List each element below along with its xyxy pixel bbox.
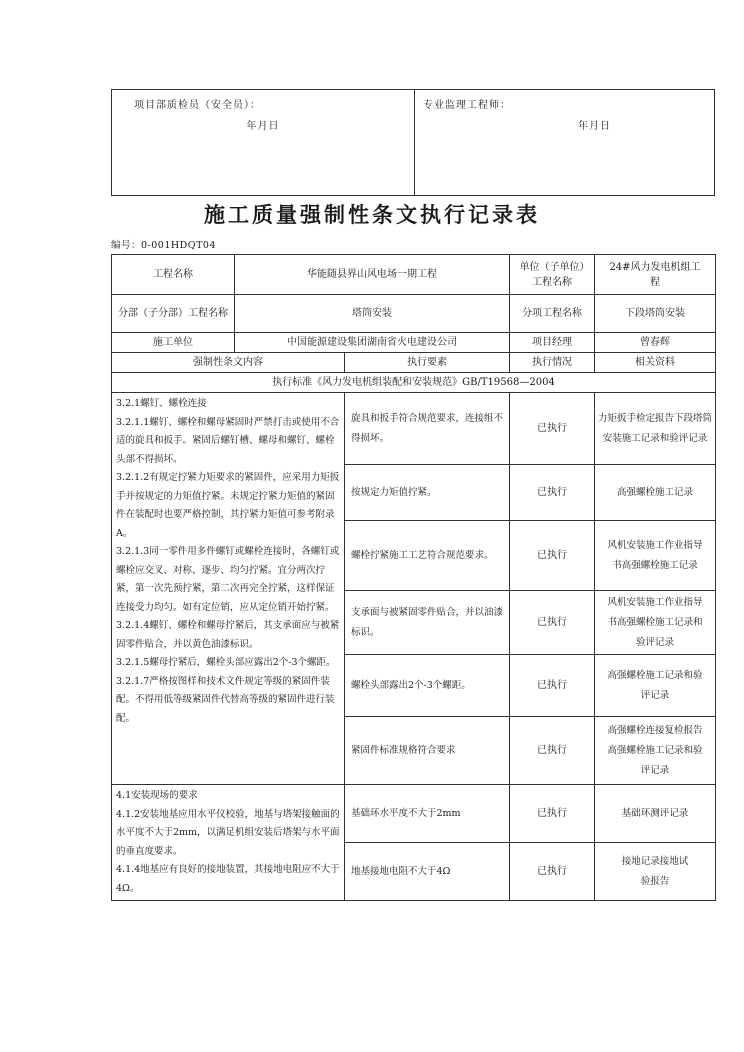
status-cell: 已执行 <box>510 521 595 591</box>
manager-value: 曾春辉 <box>595 333 716 353</box>
status-cell: 已执行 <box>510 393 595 465</box>
reference-cell: 基础环测评记录 <box>595 785 716 843</box>
clause-text: 4.1安装现场的要求 <box>116 790 198 801</box>
project-name-value: 华能随县界山风电场一期工程 <box>235 255 510 295</box>
reference-cell: 高强螺栓连接复检报告高强螺栓施工记录和验评记录 <box>595 717 716 785</box>
status-cell: 已执行 <box>510 591 595 655</box>
requirement-cell: 地基接地电阻不大于4Ω <box>345 843 510 901</box>
reference-cell: 高强螺栓施工记录和验评记录 <box>595 655 716 717</box>
column-header-content: 强制性条文内容 <box>112 353 345 373</box>
status-cell: 已执行 <box>510 843 595 901</box>
division-value: 塔筒安装 <box>235 295 510 333</box>
requirement-cell: 紧固件标准规格符合要求 <box>345 717 510 785</box>
record-table <box>111 254 716 901</box>
status-cell: 已执行 <box>510 785 595 843</box>
clause-text: 3.2.1.7严格按图样和技术文件规定等级的紧固件装配。不得用低等级紧固件代替高等级的紧固件进行装配。 <box>116 675 335 724</box>
requirement-cell: 基础环水平度不大于2mm <box>345 785 510 843</box>
status-cell: 已执行 <box>510 465 595 521</box>
requirement-cell: 旋具和扳手符合规范要求，连接组不得损坏。 <box>345 393 510 465</box>
supervisor-label: 专业监理工程师： <box>423 100 511 111</box>
reference-cell: 接地记录接地试验报告 <box>595 843 716 901</box>
clause-text: 3.2.1.5螺母拧紧后，螺栓头部应露出2个-3个螺距。 <box>116 657 336 668</box>
unit-value: 24#风力发电机组工程 <box>595 255 716 295</box>
division-label: 分部（子分部）工程名称 <box>112 295 235 333</box>
clause-text: 3.2.1.4螺钉、螺栓和螺母拧紧后，其支承面应与被紧固零件贴合，并以黄色油漆标识。 <box>116 620 340 650</box>
standard-text: 执行标准《风力发电机组装配和安装规范》GB/T19568—2004 <box>112 373 716 393</box>
clause-text: 4.1.4地基应有良好的接地装置，其接地电阻应不大于4Ω。 <box>116 864 340 894</box>
clause-text: 3.2.1.1螺钉、螺栓和螺母紧固时严禁打击或使用不合适的旋具和扳手。紧固后螺钉槽、螺母和螺钉、螺栓头部不得损坏。 <box>116 416 340 465</box>
column-header-requirement: 执行要素 <box>345 353 510 373</box>
requirement-cell: 螺栓头部露出2个-3个螺距。 <box>345 655 510 717</box>
contractor-label: 施工单位 <box>112 333 235 353</box>
reference-cell: 风机安装施工作业指导书高强螺栓施工记录和验评记录 <box>595 591 716 655</box>
signature-box <box>111 89 715 196</box>
unit-label: 单位（子单位）工程名称 <box>510 255 595 295</box>
status-cell: 已执行 <box>510 717 595 785</box>
supervisor-cell <box>415 90 715 196</box>
clause-text: 3.2.1螺钉、螺栓连接 <box>116 398 207 409</box>
status-cell: 已执行 <box>510 655 595 717</box>
contractor-value: 中国能源建设集团湖南省火电建设公司 <box>235 333 510 353</box>
supervisor-date: 年月日 <box>578 121 611 132</box>
table-row <box>112 393 716 465</box>
project-row <box>112 255 716 295</box>
subitem-value: 下段塔筒安装 <box>595 295 716 333</box>
requirement-cell: 按规定力矩值拧紧。 <box>345 465 510 521</box>
project-name-label: 工程名称 <box>112 255 235 295</box>
clause-text: 4.1.2安装地基应用水平仪校验，地基与塔架接触面的水平度不大于2mm，以满足机组安装后塔架与水平面的垂直度要求。 <box>116 808 340 857</box>
column-header-row <box>112 353 716 373</box>
section1-clauses <box>112 393 345 785</box>
reference-cell: 高强螺栓施工记录 <box>595 465 716 521</box>
reference-cell: 力矩扳手检定报告下段塔筒安装施工记录和验评记录 <box>595 393 716 465</box>
document-number: 编号：0-001HDQT04 <box>111 240 217 251</box>
contractor-row <box>112 333 716 353</box>
clause-text: 3.2.1.3同一零件用多件螺钉或螺栓连接时，各螺钉或螺栓应交叉、对称、逐步、均匀拧紧。宜分两次拧紧，第一次先预拧紧，第二次再完全拧紧，这样保证连接受力均匀。如有定位销，应从定位销开始拧紧。 <box>116 546 340 613</box>
requirement-cell: 螺栓拧紧施工工艺符合规范要求。 <box>345 521 510 591</box>
column-header-status: 执行情况 <box>510 353 595 373</box>
column-header-reference: 相关资料 <box>595 353 716 373</box>
division-row <box>112 295 716 333</box>
reference-cell: 风机安装施工作业指导书高强螺栓施工记录 <box>595 521 716 591</box>
standard-row <box>112 373 716 393</box>
section2-clauses <box>112 785 345 901</box>
table-row <box>112 785 716 843</box>
clause-text: 3.2.1.2有规定拧紧力矩要求的紧固件，应采用力矩扳手并按规定的力矩值拧紧。未规定拧紧力矩值的紧固件在装配时也要严格控制，其拧紧力矩值可参考附录A。 <box>116 472 340 539</box>
subitem-label: 分项工程名称 <box>510 295 595 333</box>
manager-label: 项目经理 <box>510 333 595 353</box>
requirement-cell: 支承面与被紧固零件贴合，并以油漆标识。 <box>345 591 510 655</box>
quality-inspector-date: 年月日 <box>246 121 280 132</box>
document-title: 施工质量强制性条文执行记录表 <box>204 202 540 227</box>
quality-inspector-label: 项目部质检员（安全员）： <box>134 100 261 111</box>
quality-inspector-cell <box>112 90 415 196</box>
